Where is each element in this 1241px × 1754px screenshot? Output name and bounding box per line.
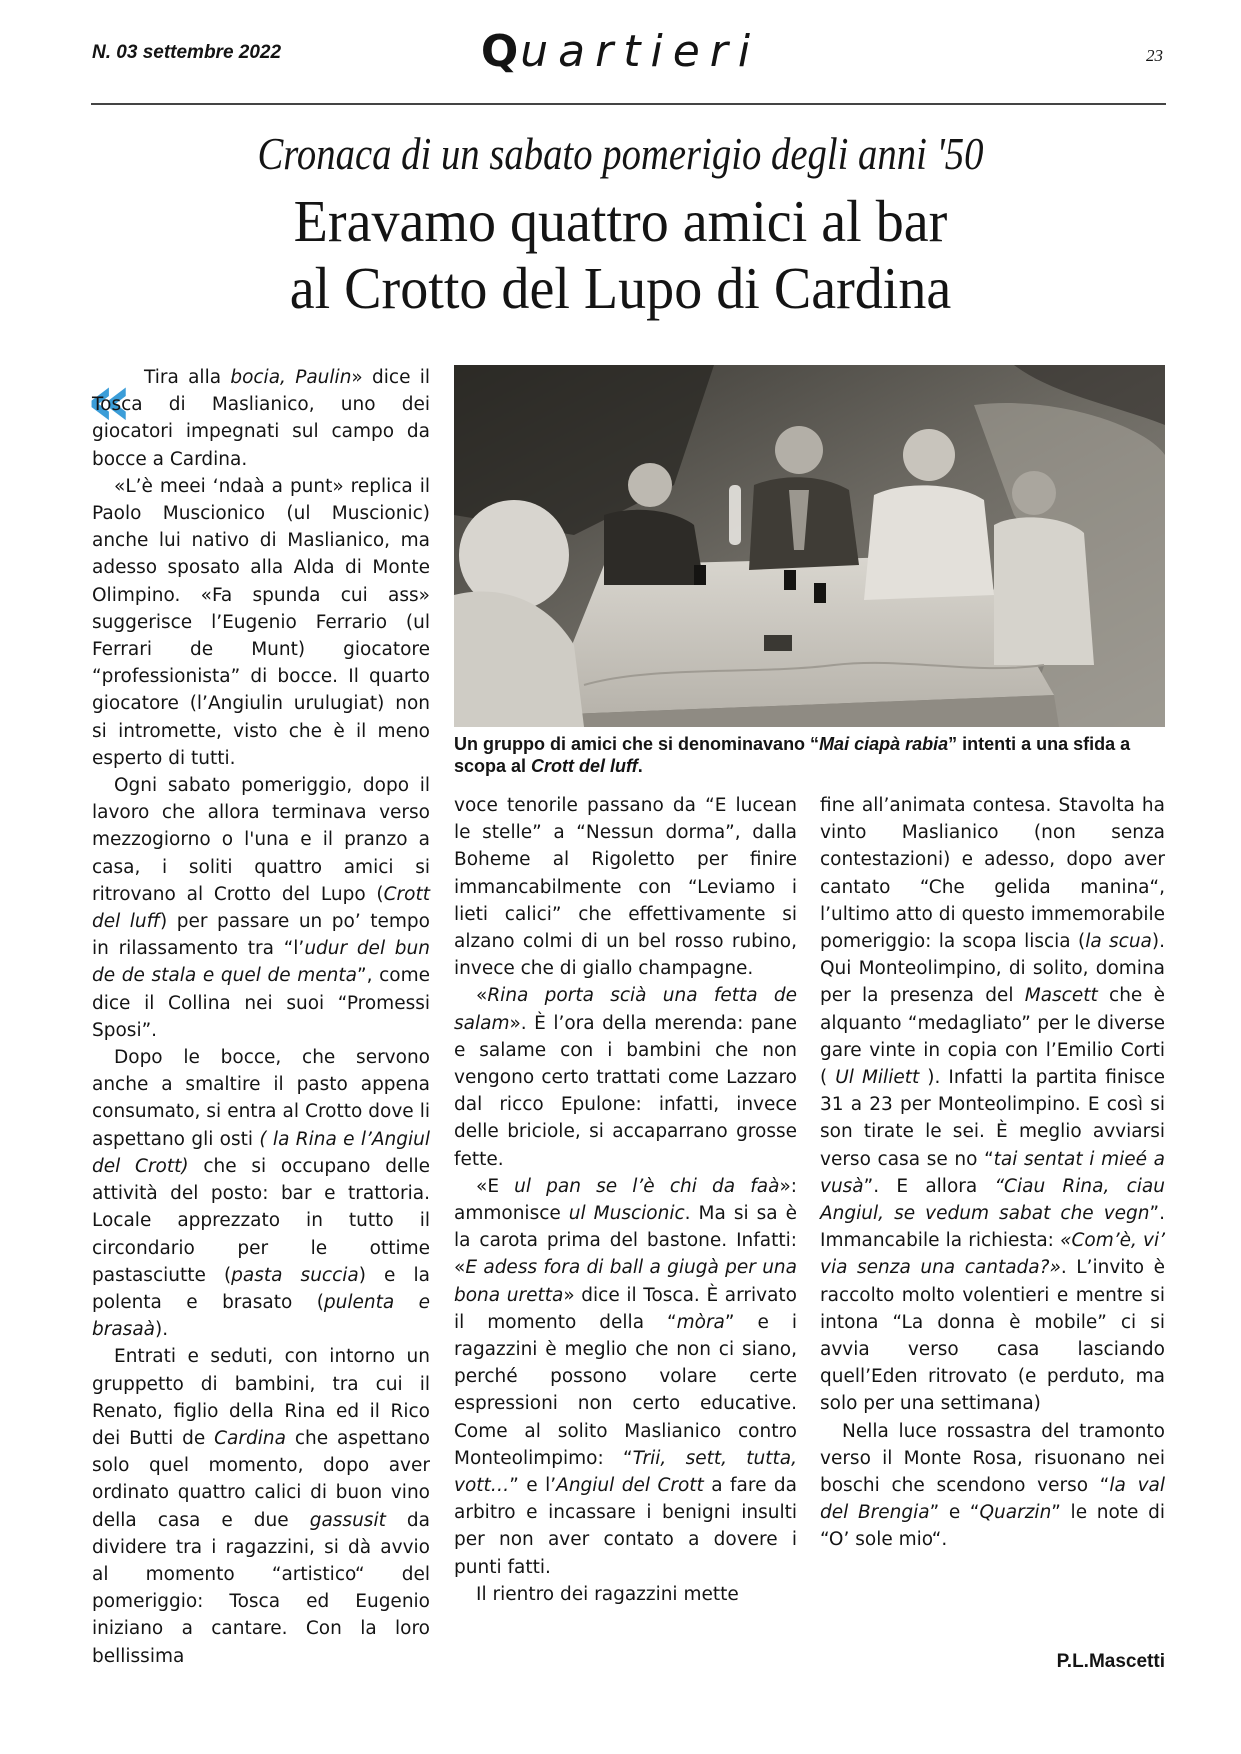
article-column-2 bbox=[454, 792, 797, 1608]
paragraph: Ogni sabato pomeriggio, dopo il lavoro che allora terminava verso mezzogiorno o l'una e il pranzo a casa, i soliti quattro amici si ritrovano al Crotto del Lupo (Crott del luff) per passare un po’ tempo in rilassamento tra “l’udur del bun de de stala e quel de menta”, come dice il Collina nei suoi “Promessi Sposi”. bbox=[92, 775, 430, 1041]
paragraph: Nella luce rossastra del tramonto verso il Monte Rosa, risuonano nei boschi che scendono verso “la val del Brengia” e “Quarzin” le note di “O’ sole mio“. bbox=[820, 1420, 1165, 1551]
photo-caption: Un gruppo di amici che si denominavano “Mai ciapà rabia” intenti a una sfida a scopa al Crott del luff. bbox=[454, 734, 1131, 776]
paragraph: Entrati e seduti, con intorno un gruppetto di bambini, tra cui il Renato, figlio della Rina ed il Rico dei Butti de Cardina che aspettano solo quel momento, dopo aver ordinato quattro calici di buon vino della casa e due gassusit da dividere tra i ragazzini, si dà avvio al momento “artistico“ del pomeriggio: Tosca ed Eugenio iniziano a cantare. Con la loro bellissima bbox=[92, 1346, 430, 1667]
article-photo bbox=[454, 365, 1165, 727]
paragraph: «Rina porta scià una fetta de salam». È l’ora della merenda: pane e salame con i bambini che non vengono certo trattati come Lazzaro dal ricco Epulone: infatti, invece delle briciole, si accaparrano grosse fette. bbox=[454, 985, 797, 1170]
opening-quote-mark: « bbox=[86, 358, 133, 442]
page-number: 23 bbox=[1146, 46, 1163, 65]
article-title-line-2: al Crotto del Lupo di Cardina bbox=[289, 255, 952, 321]
paragraph: Tira alla bocia, Paulin» dice il Tosca di Maslianico, uno dei giocatori impegnati sul campo da bocce a Cardina. bbox=[92, 367, 431, 470]
paragraph: fine all’animata contesa. Stavolta ha vinto Maslianico (non senza contestazioni) e adesso, dopo aver cantato “Che gelida manina“, l’ultimo atto di questo immemorabile pomeriggio: la scopa liscia (la scua). Qui Monteolimpino, di solito, domina per la presenza del Mascett che è alquanto “medagliato” per le diverse gare vinte in copia con l’Emilio Corti ( Ul Miliett ). Infatti la partita finisce 31 a 23 per Monteolimpino. E così si son tirate le sei. È meglio avviarsi verso casa se no “tai sentat i mieé a vusà”. E allora “Ciau Rina, ciau Angiul, se vedum sabat che vegn”. Immancabile la richiesta: «Com’è, vi’ via senza una cantada?». L’invito è raccolto molto volentieri e mentre si intona “La donna è mobile” ci si avvia verso casa lasciando quell’Eden ritrovato (e perduto, ma solo per una settimana) bbox=[820, 795, 1166, 1415]
article-title-line-1: Eravamo quattro amici al bar bbox=[293, 188, 948, 254]
paragraph: «E ul pan se l’è chi da faà»: ammonisce ul Muscionic. Ma si sa è la carota prima del bastone. Infatti: «E adess fora di ball a giugà per una bona uretta» dice il Tosca. È arrivato il momento della “mòra” e i ragazzini è meglio che non ci siano, perché possono volare certe espressioni non certo educative. Come al solito Maslianico contro Monteolimpimo: “Trii, sett, tutta, vott…” e l’Angiul del Crott a fare da arbitro e incassare i benigni insulti per non aver contato a dovere i punti fatti. bbox=[454, 1175, 797, 1578]
issue-date: N. 03 settembre 2022 bbox=[92, 42, 282, 63]
section-title-initial: Q bbox=[480, 26, 521, 77]
paragraph: «L’è meei ‘ndaà a punt» replica il Paolo Muscionico (ul Muscionic) anche lui nativo di Maslianico, ma adesso sposato alla Alda di Monte Olimpino. «Fa spunda cui ass» suggerisce l’Eugenio Ferrario (ul Ferrari de Munt) giocatore “professionista” di bocce. Il quarto giocatore (l’Angiulin urulugiat) non si intromette, visto che è il meno esperto di tutti. bbox=[92, 475, 430, 769]
paragraph: Il rientro dei ragazzini mette bbox=[476, 1583, 739, 1605]
article-column-1 bbox=[92, 364, 430, 1670]
article-subtitle: Cronaca di un sabato pomerigio degli anni '50 bbox=[257, 129, 984, 179]
paragraph: voce tenorile passano da “E lucean le stelle” a “Nessun dorma”, dalla Boheme al Rigoletto per finire immancabilmente con “Leviamo i lieti calici” che effettivamente si alzano colmi di un bel rosso rubino, invece che di giallo champagne. bbox=[454, 795, 797, 980]
section-title-rest: uartieri bbox=[520, 26, 761, 77]
article-title bbox=[31, 188, 1210, 322]
paragraph: Dopo le bocce, che servono anche a smaltire il pasto appena consumato, si entra al Crotto dove li aspettano gli osti ( la Rina e l’Angiul del Crott) che si occupano delle attività del posto: bar e trattoria. Locale apprezzato in tutto il circondario per le ottime pastasciutte (pasta succia) e la polenta e brasato (pulenta e brasaà). bbox=[92, 1047, 431, 1341]
author-signature: P.L.Mascetti bbox=[1056, 1651, 1165, 1672]
article-column-3 bbox=[820, 792, 1165, 1554]
photo-image bbox=[454, 365, 1165, 727]
section-title bbox=[0, 26, 1241, 77]
header-divider bbox=[91, 103, 1166, 105]
